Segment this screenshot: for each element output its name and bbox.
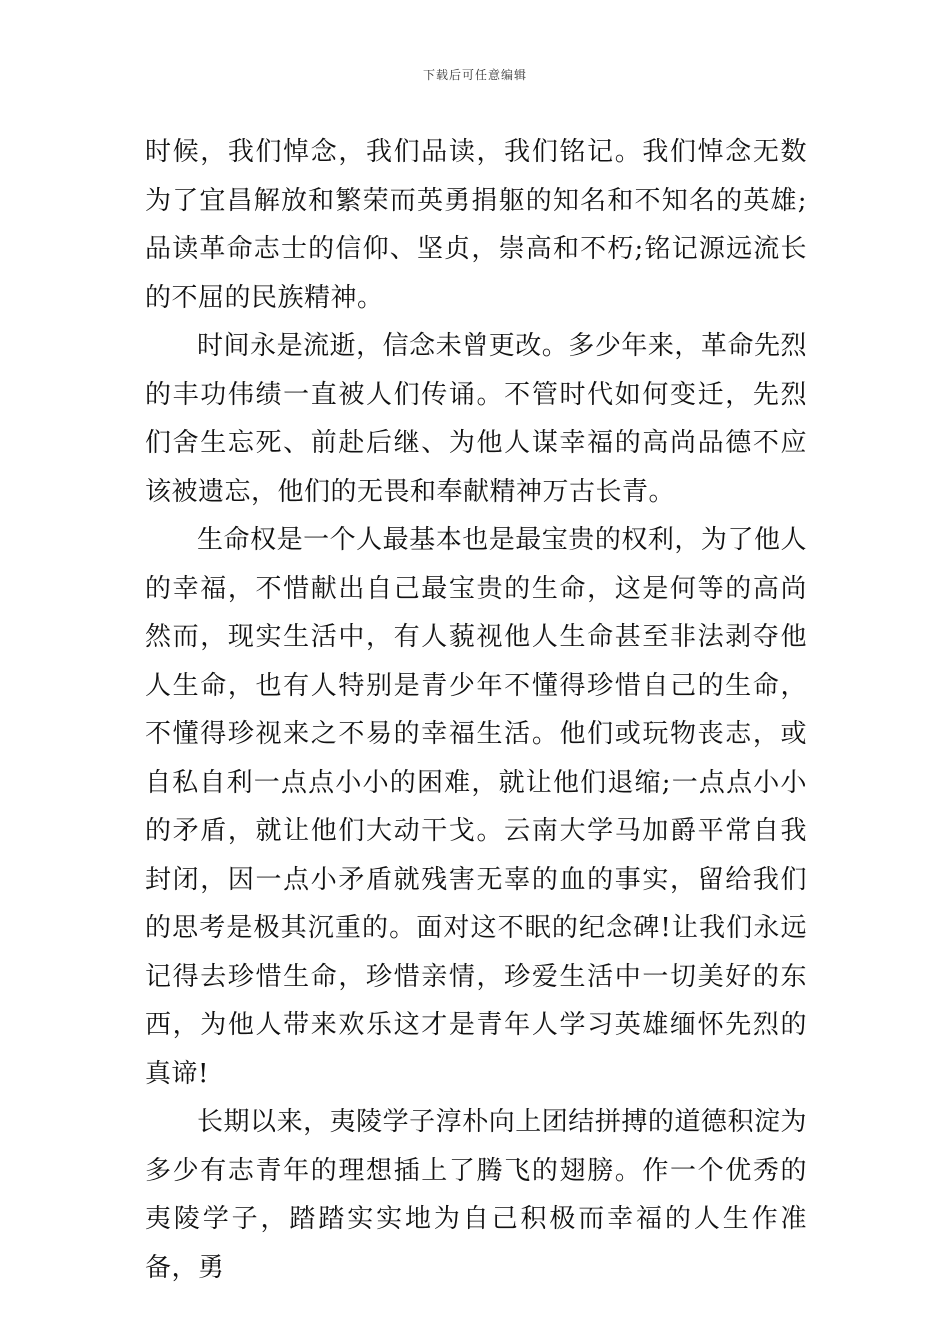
document-body xyxy=(145,128,807,1292)
paragraph-3: 生命权是一个人最基本也是最宝贵的权利，为了他人的幸福，不惜献出自己最宝贵的生命，这是何等的高尚然而，现实生活中，有人藐视他人生命甚至非法剥夺他人生命，也有人特别是青少年不懂得珍惜自己的生命，不懂得珍视来之不易的幸福生活。他们或玩物丧志，或自私自利一点点小小的困难，就让他们退缩;一点点小小的矛盾，就让他们大动干戈。云南大学马加爵平常自我封闭，因一点小矛盾就残害无辜的血的事实，留给我们的思考是极其沉重的。面对这不眠的纪念碑!让我们永远记得去珍惜生命，珍惜亲情，珍爱生活中一切美好的东西，为他人带来欢乐这才是青年人学习英雄缅怀先烈的真谛! xyxy=(145,525,807,1089)
paragraph-4: 长期以来，夷陵学子淳朴向上团结拼搏的道德积淀为多少有志青年的理想插上了腾飞的翅膀。作一个优秀的夷陵学子，踏踏实实地为自己积极而幸福的人生作准备，勇 xyxy=(145,1107,807,1283)
paragraph-1: 时候，我们悼念，我们品读，我们铭记。我们悼念无数为了宜昌解放和繁荣而英勇捐躯的知名和不知名的英雄;品读革命志士的信仰、坚贞，崇高和不朽;铭记源远流长的不屈的民族精神。 xyxy=(145,137,807,313)
page-header: 下载后可任意编辑 xyxy=(422,68,527,82)
paragraph-2: 时间永是流逝，信念未曾更改。多少年来，革命先烈的丰功伟绩一直被人们传诵。不管时代如何变迁，先烈们舍生忘死、前赴后继、为他人谋幸福的高尚品德不应该被遗忘，他们的无畏和奉献精神万古长青。 xyxy=(145,331,807,507)
